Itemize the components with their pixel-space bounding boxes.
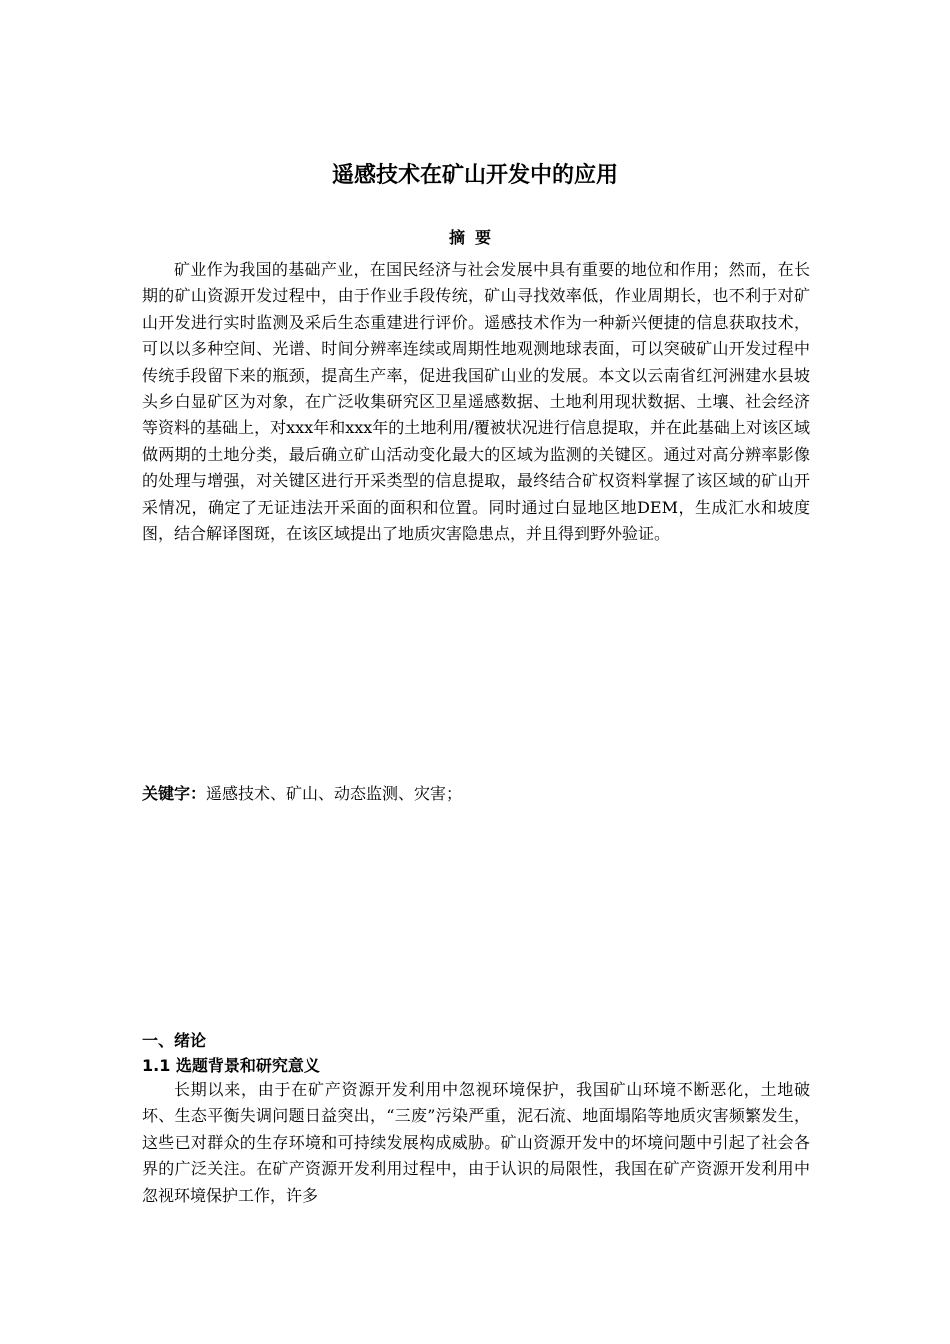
section-1-1-heading: 1.1 选题背景和研究意义 [142,1056,320,1075]
section-1-heading: 一、绪论 [142,1031,207,1050]
section-1-1-paragraph: 长期以来，由于在矿产资源开发利用中忽视环境保护，我国矿山环境不断恶化，土地破坏、生态平衡失调问题日益突出，“三废”污染严重，泥石流、地面塌陷等地质灾害频繁发生，这些已对群众的生存环境和可持续发展构成威胁。矿山资源开发中的坏境问题中引起了社会各界的广泛关注。在矿产资源开发利用过程中，由于认识的局限性，我国在矿产资源开发利用中忽视环境保护工作，许多 [142,1080,810,1205]
abstract-heading: 摘要 [448,228,501,247]
keywords-line [142,781,810,807]
document-title: 遥感技术在矿山开发中的应用 [331,163,618,188]
abstract-paragraph: 矿业作为我国的基础产业，在国民经济与社会发展中具有重要的地位和作用；然而，在长期的矿山资源开发过程中，由于作业手段传统，矿山寻找效率低，作业周期长，也不利于对矿山开发进行实时监测及采后生态重建进行评价。遥感技术作为一种新兴便捷的信息获取技术，可以以多种空间、光谱、时间分辨率连续或周期性地观测地球表面，可以突破矿山开发过程中传统手段留下来的瓶颈，提高生产率，促进我国矿山业的发展。本文以云南省红河洲建水县坡头乡白显矿区为对象，在广泛收集研究区卫星遥感数据、土地利用现状数据、土壤、社会经济等资料的基础上，对xxx年和xxx年的土地利用/覆被状况进行信息提取，并在此基础上对该区域做两期的土地分类，最后确立矿山活动变化最大的区域为监测的关键区。通过对高分辨率影像的处理与增强，对关键区进行开采类型的信息提取，最终结合矿权资料掌握了该区域的矿山开采情况，确定了无证违法开采面的面积和位置。同时通过白显地区地DEM，生成汇水和坡度图，结合解译图斑，在该区域提出了地质灾害隐患点，并且得到野外验证。 [142,260,810,544]
keywords-label: 关键字： [142,784,207,803]
keywords-value: 遥感技术、矿山、动态监测、灾害； [206,784,463,803]
